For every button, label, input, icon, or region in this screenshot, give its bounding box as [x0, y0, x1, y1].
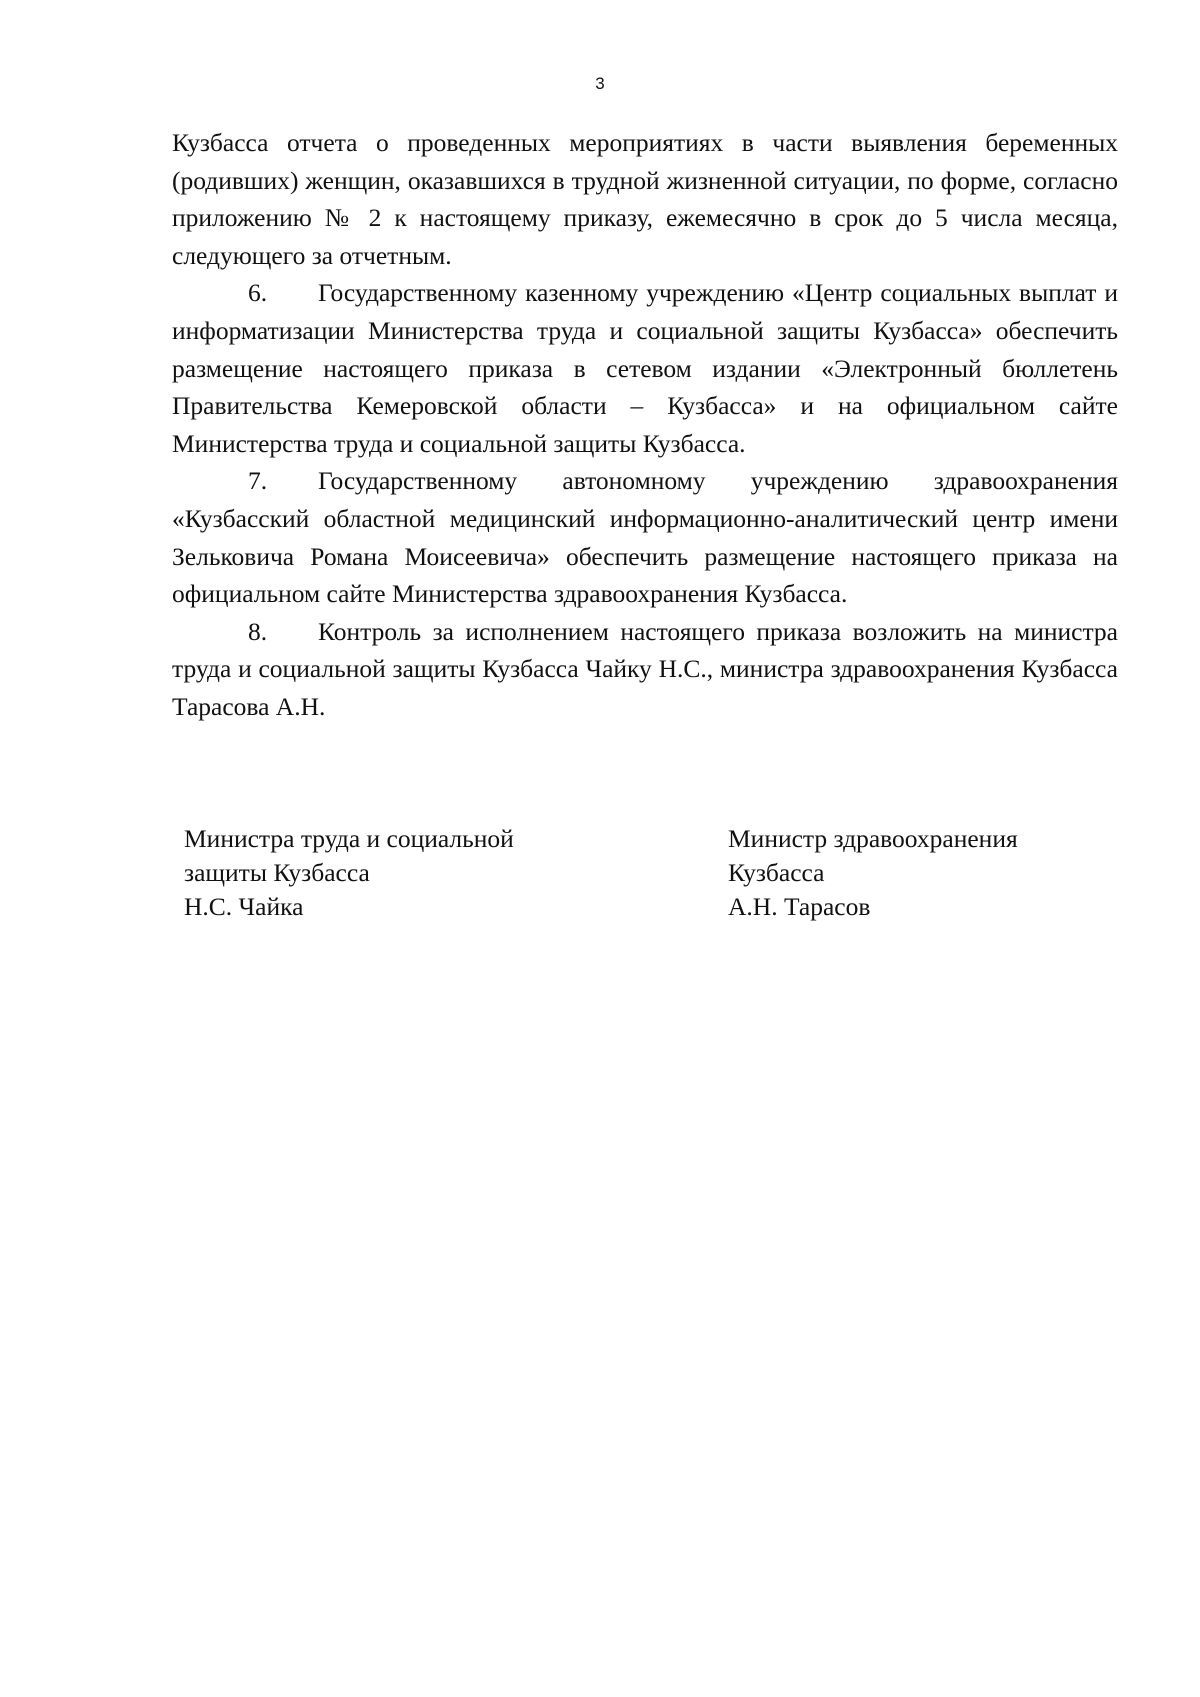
signature-name: А.Н. Тарасов: [728, 892, 871, 921]
signature-name: Н.С. Чайка: [184, 892, 304, 921]
paragraph-8: [172, 613, 1118, 726]
paragraph-number: 6.: [248, 278, 268, 308]
paragraph-text: Кузбасса отчета о проведенных мероприятиях в части выявления беременных (родивших) женщин, оказавшихся в трудной жизненной ситуации, по форме, согласно приложению № 2 к настоящему приказу, ежемесячно в срок до 5 числа месяца, следующего за отчетным.: [172, 128, 1118, 270]
paragraph-text: Контроль за исполнением настоящего приказа возложить на министра труда и социальной защиты Кузбасса Чайку Н.С., министра здравоохранения Кузбасса Тарасова А.Н.: [172, 616, 1118, 721]
document-body: [172, 124, 1118, 726]
paragraph-number: 7.: [248, 466, 268, 496]
signature-title-line: Министра труда и социальной: [184, 824, 514, 853]
paragraph-7: [172, 462, 1118, 612]
paragraph-6: [172, 274, 1118, 462]
page-number: 3: [595, 74, 605, 93]
signature-health-minister: [728, 822, 1108, 924]
paragraph-continuation: [172, 124, 1118, 274]
signature-title-line: защиты Кузбасса: [184, 858, 370, 887]
signature-labor-minister: [184, 822, 644, 924]
paragraph-text: Государственному казенному учреждению «Центр социальных выплат и информатизации Министерства труда и социальной защиты Кузбасса» обеспечить размещение настоящего приказа в сетевом издании «Электронный бюллетень Правительства Кемеровской области – Кузбасса» и на официальном сайте Министерства труда и социальной защиты Кузбасса.: [172, 278, 1118, 458]
paragraph-text: Государственному автономному учреждению здравоохранения «Кузбасский областной медицинский информационно-аналитический центр имени Зельковича Романа Моисеевича» обеспечить размещение настоящего приказа на официальном сайте Министерства здравоохранения Кузбасса.: [172, 466, 1118, 609]
signature-title-line: Кузбасса: [728, 858, 825, 887]
signature-title-line: Министр здравоохранения: [728, 824, 1018, 853]
paragraph-number: 8.: [248, 616, 268, 646]
